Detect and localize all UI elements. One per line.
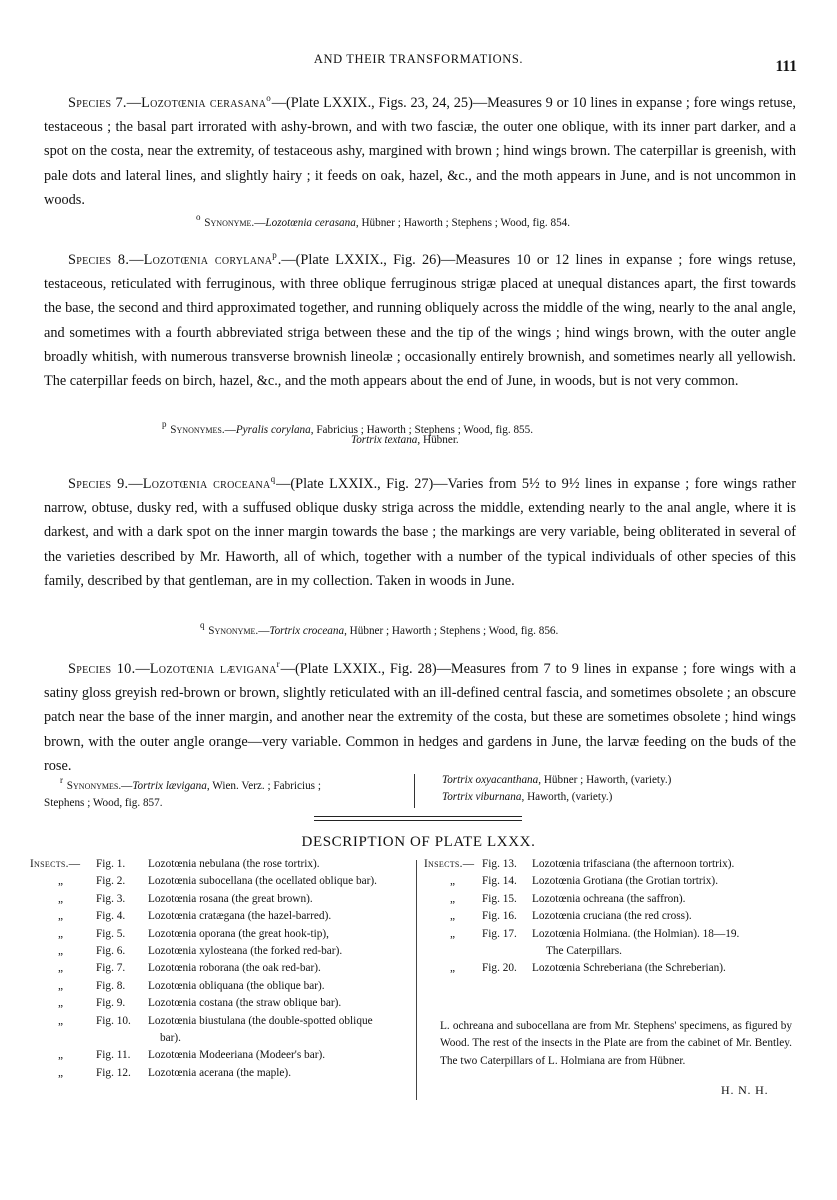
figure-number: Fig. 16. [482, 910, 517, 923]
plate-figures-left [30, 856, 420, 1082]
footnote-ref: p [272, 250, 277, 260]
figure-caption: Lozotœnia oporana (the great hook-tip), [148, 927, 329, 940]
figure-row [30, 873, 420, 890]
figure-caption: Lozotœnia roborana (the oak red-bar). [148, 962, 321, 975]
figure-caption: Lozotœnia subocellana (the ocellated oblique bar). [148, 875, 377, 888]
synonym-authors-cont: Stephens ; Wood, fig. 857. [44, 797, 163, 809]
figure-number: Fig. 10. [96, 1014, 131, 1027]
figure-caption: Lozotœnia Schreberiana (the Schreberian). [532, 962, 726, 975]
figure-number: Fig. 3. [96, 892, 126, 905]
synonym-authors: , Hübner ; Haworth ; Stephens ; Wood, fig. 856. [344, 625, 559, 637]
ditto-mark: „ [450, 892, 456, 905]
figure-caption: Lozotœnia rosana (the great brown). [148, 892, 313, 905]
figure-number: Fig. 15. [482, 892, 517, 905]
figure-caption: Lozotœnia ochreana (the saffron). [532, 892, 686, 905]
species-10-paragraph: Species 10.—Lozotœnia lævigana$^r$—(Plate LXXIX., Fig. 28)—Measures from 7 to 9 lines in expanse ; fore wings with a satiny gloss greyish red-brown or brown, slightly reticulated with an ill-defined central fascia, and sometimes obsolete ; an obscure patch near the base of the inner margin, and another near the extremity of the costa, but these are sometimes obsolete ; hind wings brown, with the outer angle orange—very variable. Common in hedges and gardens in June, the larvæ feeding on the buds of the rose. [44, 659, 796, 774]
insects-prefix: Insects.— [424, 858, 475, 870]
ditto-mark: „ [58, 997, 64, 1010]
footnote-mark: r [60, 775, 63, 785]
figure-row-cont [424, 943, 800, 960]
synonyms-7: $^o$ Synonyme.—Lozotœnia cerasana, Hübner ; Haworth ; Stephens ; Wood, fig. 854. [196, 212, 571, 229]
section-rule-bottom [314, 820, 522, 821]
synonym-authors: , Hübner. [417, 434, 459, 446]
species-8-paragraph: Species 8.—Lozotœnia corylana$^p$.—(Plate LXXIX., Fig. 26)—Measures 10 or 12 lines in expanse ; fore wings retuse, testaceous, reticulated with ferruginous, with three oblique ferruginous strigæ placed at unequal distances apart, the first towards the base, the second and third approximated together, and running obliquely across the middle of the wing, nearly to the anal angle, and sometimes with a fourth abbreviated striga between these and the tip of the wings ; hind wings brown, with the outer angle broadly whitish, with numerous transverse brownish lineolæ ; occasionally entirely brownish, and sometimes nearly all yellowish. The caterpillar feeds on birch, hazel, &c., and the moth appears about the end of June, in woods, but is not very common. [44, 250, 796, 390]
synonym-authors: , Wien. Verz. ; Fabricius ; [206, 780, 321, 792]
synonym-authors: , Hübner ; Haworth ; Stephens ; Wood, fig. 854. [355, 217, 571, 229]
figure-caption: Lozotœnia trifasciana (the afternoon tortrix). [532, 858, 735, 870]
figure-number: Fig. 14. [482, 875, 517, 888]
section-rule-top [314, 816, 522, 817]
figure-row [30, 891, 420, 908]
figure-caption: Lozotœnia nebulana (the rose tortrix). [148, 858, 320, 870]
ditto-mark: „ [58, 979, 64, 992]
synonym-name: Tortrix oxyacanthana [442, 774, 539, 786]
footnote-ref: o [266, 93, 271, 103]
ditto-mark: „ [58, 892, 64, 905]
running-head: AND THEIR TRANSFORMATIONS. [313, 52, 524, 66]
species-label: Species 7. [68, 95, 127, 111]
species-description: —(Plate LXXIX., Fig. 28)—Measures from 7 to 9 lines in expanse ; fore wings with a satiny gloss greyish red-brown or brown, slightly reticulated with an ill-defined central fascia, and sometimes obsolete ; an obscure patch near the base of the inner margin, and another near the extremity of the costa, but these are sometimes obsolete ; hind wings brown, with the outer angle orange—very variable. Common in hedges and gardens in June, the larvæ feeding on the buds of the rose. [44, 661, 796, 774]
plate-description-title: DESCRIPTION OF PLATE LXXX. [301, 834, 536, 850]
figure-row [30, 960, 420, 977]
ditto-mark: „ [450, 927, 456, 940]
figure-row [424, 891, 800, 908]
ditto-mark: „ [58, 944, 64, 957]
figure-number: Fig. 5. [96, 927, 126, 940]
synonym-name: Lozotœnia cerasana [265, 217, 356, 229]
footnote-mark: p [162, 419, 167, 429]
figure-row [30, 1047, 420, 1064]
ditto-mark: „ [58, 1066, 64, 1079]
species-label: Species 10. [68, 661, 136, 677]
ditto-mark: „ [58, 875, 64, 888]
figure-row [30, 943, 420, 960]
figure-caption: Lozotœnia costana (the straw oblique bar). [148, 997, 342, 1010]
figure-row [30, 908, 420, 925]
synonyms-10-left: $^r$ Synonymes.—Tortrix lævigana, Wien. Verz. ; Fabricius ; Stephens ; Wood, fig. 857. [44, 772, 404, 812]
figure-row [424, 926, 800, 943]
plate-note: L. ochreana and subocellana are from Mr. Stephens' specimens, as figured by Wood. The rest of the insects in the Plate are from the cabinet of Mr. Bentley. The two Caterpillars of L. Holmiana are from Hübner. [440, 1020, 792, 1067]
figure-number: Fig. 6. [96, 944, 126, 957]
figure-row [30, 926, 420, 943]
figure-row [30, 978, 420, 995]
figure-row [30, 1065, 420, 1082]
synonym-label: Synonymes. [170, 424, 225, 436]
figure-caption: Lozotœnia Holmiana. (the Holmian). 18—19. [532, 927, 740, 940]
figure-caption: Lozotœnia acerana (the maple). [148, 1066, 292, 1079]
insects-prefix: Insects.— [30, 858, 81, 870]
footnote-mark: q [200, 620, 205, 630]
species-name: Lozotœnia lævigana [149, 661, 277, 677]
figure-caption-cont: bar). [160, 1031, 182, 1044]
figure-row [30, 995, 420, 1012]
species-name: Lozotœnia croceana [142, 476, 271, 492]
figure-caption: Lozotœnia cruciana (the red cross). [532, 910, 692, 923]
synonyms-9: $^q$ Synonyme.—Tortrix croceana, Hübner ; Haworth ; Stephens ; Wood, fig. 856. [200, 620, 559, 637]
figure-row-cont [30, 1030, 420, 1047]
figure-caption: Lozotœnia biustulana (the double-spotted oblique [148, 1014, 373, 1027]
figure-caption: Lozotœnia cratægana (the hazel-barred). [148, 910, 332, 923]
species-description: —(Plate LXXIX., Fig. 27)—Varies from 5½ to 9½ lines in expanse ; fore wings rather narrow, obtuse, dusky red, with a suffused oblique dusky striga across the middle, extending nearly to the anal angle, where it is darkest, and with a dark spot on the inner margin towards the base ; the markings are very variable, being obliterated in several of the varieties described by Mr. Haworth, all of which, together with a number of the typical individuals of other species of this family, described by that gentleman, are in my collection. Taken in woods in June. [44, 476, 796, 589]
figure-row [424, 856, 800, 873]
synonym-label: Synonyme. [208, 625, 259, 637]
synonym-name: Tortrix viburnana [442, 791, 522, 803]
figure-number: Fig. 13. [482, 858, 517, 870]
synonym-name: Tortrix lævigana [132, 780, 207, 792]
synonym-label: Synonyme. [204, 217, 255, 229]
ditto-mark: „ [58, 962, 64, 975]
figure-row [424, 908, 800, 925]
footnote-mark: o [196, 212, 201, 222]
ditto-mark: „ [58, 927, 64, 940]
figure-caption: Lozotœnia Grotiana (the Grotian tortrix). [532, 875, 719, 888]
page-number: 111 [775, 58, 797, 75]
species-description: —(Plate LXXIX., Figs. 23, 24, 25)—Measures 9 or 10 lines in expanse ; fore wings retuse, testaceous ; the basal part irrorated with ashy-brown, and with two fasciæ, the outer one oblique, with its inner part darker, and a spot on the costa, near the extremity, of testaceous ashy, margined with brown ; hind wings brown. The caterpillar is greenish, with pale dots and lateral lines, and slightly hairy ; it feeds on oak, hazel, &c., and the moth appears in June, and is not uncommon in woods. [44, 95, 796, 208]
figure-row [424, 873, 800, 890]
synonym-name: Tortrix textana [351, 434, 418, 446]
column-divider [416, 860, 417, 1100]
synonyms-10-right [442, 772, 792, 806]
synonym-authors: , Haworth, (variety.) [521, 791, 613, 803]
footnote-ref: q [270, 474, 276, 484]
species-name: Lozotœnia corylana [143, 252, 273, 268]
synonym-authors: , Hübner ; Haworth, (variety.) [538, 774, 672, 786]
species-label: Species 9. [68, 476, 129, 492]
species-7-paragraph: Species 7.—Lozotœnia cerasana$^o$—(Plate LXXIX., Figs. 23, 24, 25)—Measures 9 or 10 lines in expanse ; fore wings retuse, testaceous ; the basal part irrorated with ashy-brown, and with two fasciæ, the outer one oblique, with its inner part darker, and a spot on the costa, near the extremity, of testaceous ashy, margined with brown ; hind wings brown. The caterpillar is greenish, with pale dots and lateral lines, and slightly hairy ; it feeds on oak, hazel, &c., and the moth appears in June, and is not uncommon in woods. [44, 93, 796, 208]
species-name: Lozotœnia cerasana [141, 95, 267, 111]
plate-figures-right [424, 856, 800, 978]
synonym-authors: , Fabricius ; Haworth ; Stephens ; Wood, fig. 855. [310, 424, 534, 436]
synonym-divider [414, 774, 415, 808]
species-description: .—(Plate LXXIX., Fig. 26)—Measures 10 or 12 lines in expanse ; fore wings retuse, testaceous, reticulated with ferruginous, with three oblique ferruginous strigæ placed at unequal distances apart, the first towards the base, the second and third approximated together, and running obliquely across the middle of the wing, nearly to the anal angle, and sometimes with a fourth abbreviated striga between these and the tip of the wings ; hind wings brown, with the outer angle broadly whitish, with numerous transverse brownish lineolæ ; occasionally entirely brownish, and sometimes nearly all yellowish. The caterpillar feeds on birch, hazel, &c., and the moth appears about the end of June, in woods, but is not very common. [44, 252, 796, 390]
ditto-mark: „ [58, 1049, 64, 1062]
synonyms-8-line2 [351, 432, 459, 449]
figure-caption: Lozotœnia xylosteana (the forked red-bar). [148, 944, 343, 957]
species-9-paragraph: Species 9.—Lozotœnia croceana$^q$—(Plate LXXIX., Fig. 27)—Varies from 5½ to 9½ lines in expanse ; fore wings rather narrow, obtuse, dusky red, with a suffused oblique dusky striga across the middle, extending nearly to the anal angle, where it is darkest, and with a dark spot on the inner margin towards the base ; the markings are very variable, being obliterated in several of the varieties described by Mr. Haworth, all of which, together with a number of the typical individuals of other species of this family, described by that gentleman, are in my collection. Taken in woods in June. [44, 474, 796, 589]
species-label: Species 8. [68, 252, 130, 268]
figure-number: Fig. 9. [96, 997, 126, 1010]
synonym-name: Tortrix croceana [269, 625, 345, 637]
figure-row [424, 960, 800, 977]
figure-number: Fig. 11. [96, 1049, 131, 1062]
ditto-mark: „ [450, 962, 456, 975]
ditto-mark: „ [450, 875, 456, 888]
footnote-ref: r [276, 659, 280, 669]
figure-number: Fig. 2. [96, 875, 126, 888]
figure-caption: Lozotœnia obliquana (the oblique bar). [148, 979, 325, 992]
figure-row [30, 856, 420, 873]
author-initials: H. N. H. [721, 1083, 769, 1097]
ditto-mark: „ [58, 1014, 64, 1027]
figure-number: Fig. 8. [96, 979, 126, 992]
figure-caption: Lozotœnia Modeeriana (Modeer's bar). [148, 1049, 326, 1062]
ditto-mark: „ [450, 910, 456, 923]
figure-caption-cont: The Caterpillars. [546, 944, 622, 957]
synonyms-10 [44, 772, 796, 812]
figure-number: Fig. 17. [482, 927, 517, 940]
synonym-name: Pyralis corylana [235, 424, 311, 436]
figure-number: Fig. 7. [96, 962, 126, 975]
ditto-mark: „ [58, 910, 64, 923]
figure-number: Fig. 4. [96, 910, 126, 923]
figure-number: Fig. 1. [96, 858, 126, 870]
figure-row [30, 1013, 420, 1030]
synonym-label: Synonymes. [66, 780, 122, 792]
figure-number: Fig. 12. [96, 1066, 131, 1079]
synonyms-8: $^p$ Synonymes.—Pyralis corylana, Fabricius ; Haworth ; Stephens ; Wood, fig. 855. [162, 419, 534, 436]
figure-number: Fig. 20. [482, 962, 517, 975]
